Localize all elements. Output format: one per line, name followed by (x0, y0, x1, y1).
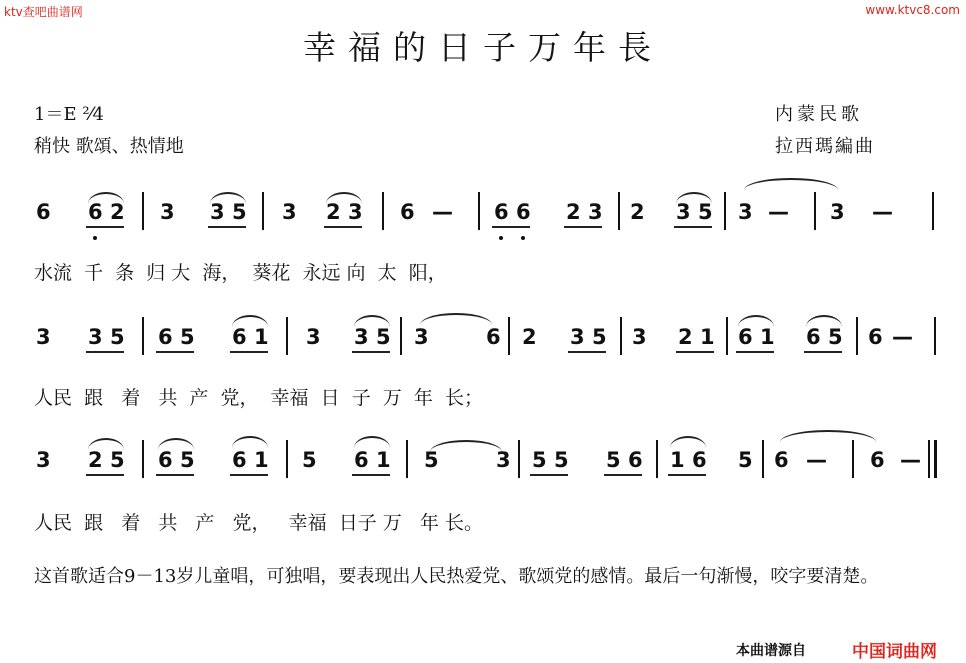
key-signature: 1＝E ²⁄4 (34, 104, 104, 125)
note: 6 (806, 325, 821, 349)
beam-mark (492, 226, 530, 228)
beam-mark (604, 474, 642, 476)
note: 3 (632, 325, 647, 349)
beam-mark (208, 226, 246, 228)
bar-line (262, 192, 264, 230)
note: 3 (676, 200, 691, 224)
note: 5 (424, 448, 439, 472)
bar-line (620, 317, 622, 355)
note: 5 (110, 325, 125, 349)
slur-mark (88, 438, 124, 450)
bar-line (934, 317, 936, 355)
note: 5 (302, 448, 317, 472)
note: 6 (628, 448, 643, 472)
note: 3 (830, 200, 845, 224)
note: 6 (868, 325, 883, 349)
note: 2 (630, 200, 645, 224)
final-bar-line (928, 440, 930, 478)
note: 3 (496, 448, 511, 472)
note: 1 (700, 325, 715, 349)
note: 3 (588, 200, 603, 224)
note: 3 (348, 200, 363, 224)
note: — (872, 200, 893, 224)
lyric-line-3: 人民 跟 着 共 产 党， 幸福 日子 万 年 长。 (34, 512, 483, 534)
slur-mark (210, 192, 246, 204)
note: 5 (180, 448, 195, 472)
note: 3 (282, 200, 297, 224)
lower-octave-dot (521, 236, 525, 240)
note: 3 (88, 325, 103, 349)
beam-mark (530, 474, 568, 476)
note: 5 (180, 325, 195, 349)
note: 1 (254, 448, 269, 472)
bar-line (932, 192, 934, 230)
lower-octave-dot (93, 236, 97, 240)
bar-line (814, 192, 816, 230)
note: 3 (306, 325, 321, 349)
note: 2 (522, 325, 537, 349)
bar-line (382, 192, 384, 230)
beam-mark (568, 351, 606, 353)
performance-note: 这首歌适合9－13岁儿童唱，可独唱，要表现出人民热爱党、歌颂党的感情。最后一句渐慢，咬字要清楚。 (34, 566, 879, 587)
bar-line (518, 440, 520, 478)
final-bar-line (934, 440, 937, 478)
note: 1 (760, 325, 775, 349)
beam-mark (564, 226, 602, 228)
tempo-marking: 稍快 歌頌、热情地 (34, 136, 184, 157)
note: 3 (738, 200, 753, 224)
lyric-line-2: 人民 跟 着 共 产 党， 幸福 日 子 万 年 长； (34, 387, 483, 409)
note: 2 (326, 200, 341, 224)
bar-line (142, 317, 144, 355)
slur-mark (232, 315, 268, 327)
arranger-credit: 拉西瑪編曲 (775, 136, 875, 157)
beam-mark (156, 351, 194, 353)
beam-mark (668, 474, 706, 476)
note: 6 (516, 200, 531, 224)
song-origin: 内蒙民歌 (775, 104, 863, 125)
notation-line-3 (0, 436, 966, 486)
notation-line-1 (0, 192, 966, 242)
slur-mark (806, 315, 842, 327)
note: 3 (354, 325, 369, 349)
beam-mark (352, 474, 390, 476)
bar-line (142, 440, 144, 478)
note: 3 (160, 200, 175, 224)
bar-line (286, 440, 288, 478)
bar-line (400, 317, 402, 355)
note: 2 (566, 200, 581, 224)
note: 3 (36, 448, 51, 472)
note: 2 (678, 325, 693, 349)
note: 3 (570, 325, 585, 349)
bar-line (724, 192, 726, 230)
note: 6 (88, 200, 103, 224)
note: 5 (738, 448, 753, 472)
slur-mark (738, 315, 774, 327)
note: 1 (670, 448, 685, 472)
note: 6 (870, 448, 885, 472)
footer-source-label: 本曲谱源自 (736, 643, 806, 659)
bar-line (856, 317, 858, 355)
note: — (432, 200, 453, 224)
lyric-line-1: 水流 千 条 归 大 海， 葵花 永远 向 太 阳， (34, 262, 447, 284)
watermark-right: www.ktvc8.com (865, 3, 960, 17)
note: 6 (354, 448, 369, 472)
note: 2 (88, 448, 103, 472)
bar-line (618, 192, 620, 230)
beam-mark (804, 351, 842, 353)
tie-mark (420, 313, 492, 325)
beam-mark (324, 226, 362, 228)
note: 6 (232, 448, 247, 472)
note: 5 (554, 448, 569, 472)
footer-site-link[interactable]: 中国词曲网 (852, 642, 937, 662)
beam-mark (736, 351, 774, 353)
note: — (892, 325, 913, 349)
note: 6 (486, 325, 501, 349)
song-title: 幸福的日子万年長 (303, 28, 663, 67)
slur-mark (158, 438, 194, 450)
note: 6 (158, 325, 173, 349)
beam-mark (86, 351, 124, 353)
note: 6 (494, 200, 509, 224)
note: 6 (158, 448, 173, 472)
note: 5 (592, 325, 607, 349)
beam-mark (230, 474, 268, 476)
note: 1 (254, 325, 269, 349)
tie-mark (780, 430, 876, 442)
note: 6 (232, 325, 247, 349)
note: 5 (110, 448, 125, 472)
note: 3 (414, 325, 429, 349)
bar-line (286, 317, 288, 355)
lower-octave-dot (499, 236, 503, 240)
slur-mark (676, 192, 712, 204)
note: 5 (698, 200, 713, 224)
bar-line (762, 440, 764, 478)
bar-line (508, 317, 510, 355)
note: 5 (606, 448, 621, 472)
note: 6 (774, 448, 789, 472)
tie-mark (744, 178, 838, 190)
slur-mark (354, 436, 390, 448)
bar-line (406, 440, 408, 478)
bar-line (478, 192, 480, 230)
tie-mark (430, 440, 502, 452)
beam-mark (86, 226, 124, 228)
note: — (900, 448, 921, 472)
slur-mark (670, 436, 706, 448)
note: — (806, 448, 827, 472)
bar-line (142, 192, 144, 230)
bar-line (726, 317, 728, 355)
beam-mark (674, 226, 712, 228)
note: — (768, 200, 789, 224)
note: 6 (738, 325, 753, 349)
slur-mark (354, 315, 390, 327)
note: 5 (828, 325, 843, 349)
note: 6 (36, 200, 51, 224)
bar-line (656, 440, 658, 478)
note: 6 (692, 448, 707, 472)
note: 6 (400, 200, 415, 224)
watermark-left: ktv查吧曲谱网 (4, 5, 83, 19)
slur-mark (326, 192, 362, 204)
note: 3 (210, 200, 225, 224)
bar-line (852, 440, 854, 478)
slur-mark (88, 192, 124, 204)
beam-mark (230, 351, 268, 353)
note: 5 (232, 200, 247, 224)
beam-mark (86, 474, 124, 476)
notation-line-2 (0, 315, 966, 365)
note: 5 (376, 325, 391, 349)
note: 5 (532, 448, 547, 472)
note: 1 (376, 448, 391, 472)
beam-mark (352, 351, 390, 353)
slur-mark (232, 436, 268, 448)
beam-mark (156, 474, 194, 476)
note: 3 (36, 325, 51, 349)
note: 2 (110, 200, 125, 224)
beam-mark (676, 351, 714, 353)
